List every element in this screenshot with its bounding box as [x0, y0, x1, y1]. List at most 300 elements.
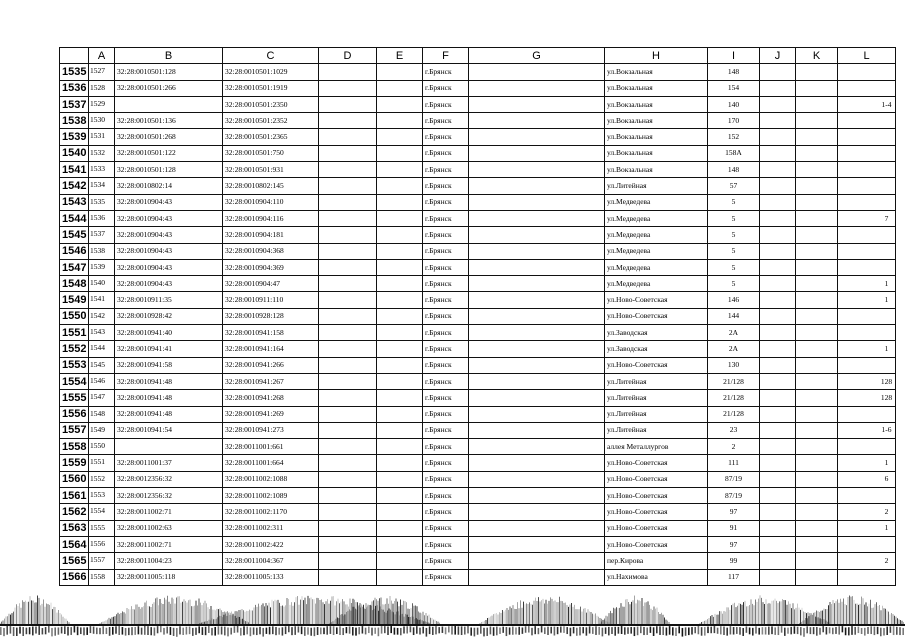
cell-b[interactable]: 32:28:0010904:43 [115, 276, 223, 292]
cell-f[interactable]: г.Брянск [423, 520, 469, 536]
cell-h[interactable]: ул.Заводская [605, 341, 708, 357]
cell-f[interactable]: г.Брянск [423, 488, 469, 504]
cell-g[interactable] [469, 357, 605, 373]
cell-c[interactable]: 32:28:0010501:2350 [223, 96, 319, 112]
cell-g[interactable] [469, 341, 605, 357]
cell-c[interactable]: 32:28:0010904:181 [223, 227, 319, 243]
row-number[interactable]: 1563 [60, 520, 89, 536]
cell-e[interactable] [377, 308, 423, 324]
cell-i[interactable]: 130 [708, 357, 760, 373]
cell-i[interactable]: 111 [708, 455, 760, 471]
cell-j[interactable] [760, 145, 796, 161]
cell-g[interactable] [469, 406, 605, 422]
cell-j[interactable] [760, 357, 796, 373]
cell-f[interactable]: г.Брянск [423, 455, 469, 471]
cell-g[interactable] [469, 325, 605, 341]
row-number[interactable]: 1535 [60, 64, 89, 80]
cell-k[interactable] [796, 64, 838, 80]
cell-a[interactable]: 1550 [89, 439, 115, 455]
cell-b[interactable]: 32:28:0010941:48 [115, 373, 223, 389]
cell-f[interactable]: г.Брянск [423, 536, 469, 552]
column-header-d[interactable]: D [319, 48, 377, 64]
cell-h[interactable]: ул.Литейная [605, 422, 708, 438]
cell-h[interactable]: ул.Литейная [605, 390, 708, 406]
cell-c[interactable]: 32:28:0010904:110 [223, 194, 319, 210]
cell-a[interactable]: 1542 [89, 308, 115, 324]
cell-l[interactable] [838, 308, 896, 324]
cell-a[interactable]: 1541 [89, 292, 115, 308]
cell-c[interactable]: 32:28:0010501:1919 [223, 80, 319, 96]
cell-d[interactable] [319, 276, 377, 292]
cell-h[interactable]: ул.Медведева [605, 243, 708, 259]
cell-b[interactable]: 32:28:0010501:266 [115, 80, 223, 96]
column-header-f[interactable]: F [423, 48, 469, 64]
cell-l[interactable] [838, 357, 896, 373]
cell-k[interactable] [796, 504, 838, 520]
cell-l[interactable] [838, 259, 896, 275]
cell-f[interactable]: г.Брянск [423, 113, 469, 129]
cell-i[interactable]: 2А [708, 325, 760, 341]
cell-g[interactable] [469, 455, 605, 471]
cell-h[interactable]: ул.Вокзальная [605, 80, 708, 96]
cell-i[interactable]: 5 [708, 243, 760, 259]
cell-h[interactable]: ул.Медведева [605, 276, 708, 292]
cell-e[interactable] [377, 113, 423, 129]
cell-c[interactable]: 32:28:0010802:145 [223, 178, 319, 194]
cell-g[interactable] [469, 194, 605, 210]
cell-j[interactable] [760, 325, 796, 341]
cell-j[interactable] [760, 504, 796, 520]
cell-h[interactable]: ул.Ново-Советская [605, 308, 708, 324]
cell-k[interactable] [796, 373, 838, 389]
cell-e[interactable] [377, 129, 423, 145]
cell-k[interactable] [796, 488, 838, 504]
cell-e[interactable] [377, 373, 423, 389]
column-header-c[interactable]: C [223, 48, 319, 64]
cell-f[interactable]: г.Брянск [423, 194, 469, 210]
cell-d[interactable] [319, 80, 377, 96]
cell-i[interactable]: 5 [708, 276, 760, 292]
row-number[interactable]: 1559 [60, 455, 89, 471]
cell-k[interactable] [796, 145, 838, 161]
cell-l[interactable]: 1 [838, 276, 896, 292]
cell-b[interactable]: 32:28:0010904:43 [115, 243, 223, 259]
cell-j[interactable] [760, 227, 796, 243]
cell-b[interactable]: 32:28:0010501:268 [115, 129, 223, 145]
cell-d[interactable] [319, 504, 377, 520]
cell-i[interactable]: 158А [708, 145, 760, 161]
cell-j[interactable] [760, 390, 796, 406]
cell-k[interactable] [796, 243, 838, 259]
cell-b[interactable]: 32:28:0011004:23 [115, 553, 223, 569]
cell-b[interactable]: 32:28:0010904:43 [115, 194, 223, 210]
cell-d[interactable] [319, 488, 377, 504]
cell-a[interactable]: 1540 [89, 276, 115, 292]
cell-c[interactable]: 32:28:0010941:273 [223, 422, 319, 438]
cell-e[interactable] [377, 488, 423, 504]
cell-e[interactable] [377, 390, 423, 406]
cell-e[interactable] [377, 357, 423, 373]
cell-a[interactable]: 1546 [89, 373, 115, 389]
row-number[interactable]: 1551 [60, 325, 89, 341]
cell-h[interactable]: ул.Вокзальная [605, 113, 708, 129]
cell-a[interactable]: 1554 [89, 504, 115, 520]
cell-h[interactable]: ул.Ново-Советская [605, 292, 708, 308]
cell-d[interactable] [319, 439, 377, 455]
row-number[interactable]: 1549 [60, 292, 89, 308]
cell-i[interactable]: 144 [708, 308, 760, 324]
cell-k[interactable] [796, 455, 838, 471]
cell-g[interactable] [469, 80, 605, 96]
cell-d[interactable] [319, 259, 377, 275]
cell-g[interactable] [469, 536, 605, 552]
cell-d[interactable] [319, 520, 377, 536]
cell-k[interactable] [796, 390, 838, 406]
cell-k[interactable] [796, 194, 838, 210]
cell-k[interactable] [796, 178, 838, 194]
cell-i[interactable]: 87/19 [708, 471, 760, 487]
cell-j[interactable] [760, 113, 796, 129]
cell-g[interactable] [469, 488, 605, 504]
cell-l[interactable] [838, 488, 896, 504]
cell-k[interactable] [796, 292, 838, 308]
cell-b[interactable]: 32:28:0010941:48 [115, 390, 223, 406]
cell-l[interactable] [838, 64, 896, 80]
cell-k[interactable] [796, 357, 838, 373]
cell-c[interactable]: 32:28:0011002:1088 [223, 471, 319, 487]
cell-c[interactable]: 32:28:0011002:1089 [223, 488, 319, 504]
cell-a[interactable]: 1543 [89, 325, 115, 341]
cell-l[interactable]: 128 [838, 390, 896, 406]
cell-e[interactable] [377, 259, 423, 275]
row-number[interactable]: 1561 [60, 488, 89, 504]
cell-k[interactable] [796, 422, 838, 438]
cell-f[interactable]: г.Брянск [423, 569, 469, 585]
cell-i[interactable]: 23 [708, 422, 760, 438]
cell-b[interactable]: 32:28:0011002:71 [115, 536, 223, 552]
cell-l[interactable] [838, 113, 896, 129]
cell-c[interactable]: 32:28:0010941:269 [223, 406, 319, 422]
cell-d[interactable] [319, 96, 377, 112]
cell-i[interactable]: 99 [708, 553, 760, 569]
cell-g[interactable] [469, 504, 605, 520]
cell-l[interactable] [838, 325, 896, 341]
cell-j[interactable] [760, 64, 796, 80]
cell-d[interactable] [319, 210, 377, 226]
cell-h[interactable]: ул.Нахимова [605, 569, 708, 585]
cell-h[interactable]: ул.Ново-Советская [605, 504, 708, 520]
cell-e[interactable] [377, 553, 423, 569]
cell-a[interactable]: 1552 [89, 471, 115, 487]
cell-g[interactable] [469, 292, 605, 308]
cell-j[interactable] [760, 406, 796, 422]
cell-j[interactable] [760, 210, 796, 226]
cell-f[interactable]: г.Брянск [423, 80, 469, 96]
cell-k[interactable] [796, 259, 838, 275]
cell-d[interactable] [319, 64, 377, 80]
cell-h[interactable]: ул.Вокзальная [605, 96, 708, 112]
row-number[interactable]: 1546 [60, 243, 89, 259]
cell-d[interactable] [319, 373, 377, 389]
cell-c[interactable]: 32:28:0010904:47 [223, 276, 319, 292]
cell-c[interactable]: 32:28:0010928:128 [223, 308, 319, 324]
cell-h[interactable]: ул.Ново-Советская [605, 471, 708, 487]
cell-e[interactable] [377, 422, 423, 438]
cell-d[interactable] [319, 162, 377, 178]
cell-g[interactable] [469, 422, 605, 438]
cell-g[interactable] [469, 471, 605, 487]
cell-l[interactable]: 1-4 [838, 96, 896, 112]
cell-e[interactable] [377, 227, 423, 243]
cell-l[interactable]: 1 [838, 520, 896, 536]
cell-c[interactable]: 32:28:0010941:266 [223, 357, 319, 373]
row-number[interactable]: 1562 [60, 504, 89, 520]
row-number[interactable]: 1537 [60, 96, 89, 112]
row-number[interactable]: 1550 [60, 308, 89, 324]
cell-b[interactable]: 32:28:0010941:58 [115, 357, 223, 373]
cell-l[interactable] [838, 227, 896, 243]
cell-k[interactable] [796, 96, 838, 112]
cell-h[interactable]: ул.Ново-Советская [605, 357, 708, 373]
cell-i[interactable]: 140 [708, 96, 760, 112]
cell-a[interactable]: 1548 [89, 406, 115, 422]
cell-j[interactable] [760, 194, 796, 210]
cell-a[interactable]: 1538 [89, 243, 115, 259]
row-number[interactable]: 1540 [60, 145, 89, 161]
cell-k[interactable] [796, 341, 838, 357]
cell-e[interactable] [377, 455, 423, 471]
row-number[interactable]: 1565 [60, 553, 89, 569]
cell-l[interactable]: 7 [838, 210, 896, 226]
cell-l[interactable]: 6 [838, 471, 896, 487]
cell-e[interactable] [377, 64, 423, 80]
row-number[interactable]: 1564 [60, 536, 89, 552]
cell-l[interactable] [838, 145, 896, 161]
cell-a[interactable]: 1539 [89, 259, 115, 275]
cell-e[interactable] [377, 536, 423, 552]
cell-j[interactable] [760, 373, 796, 389]
cell-g[interactable] [469, 373, 605, 389]
cell-e[interactable] [377, 162, 423, 178]
cell-a[interactable]: 1557 [89, 553, 115, 569]
cell-g[interactable] [469, 308, 605, 324]
cell-e[interactable] [377, 178, 423, 194]
cell-j[interactable] [760, 471, 796, 487]
cell-c[interactable]: 32:28:0010904:368 [223, 243, 319, 259]
cell-j[interactable] [760, 292, 796, 308]
row-number[interactable]: 1545 [60, 227, 89, 243]
cell-i[interactable]: 21/128 [708, 406, 760, 422]
cell-e[interactable] [377, 292, 423, 308]
cell-e[interactable] [377, 406, 423, 422]
cell-d[interactable] [319, 113, 377, 129]
cell-h[interactable]: ул.Вокзальная [605, 145, 708, 161]
cell-i[interactable]: 170 [708, 113, 760, 129]
cell-e[interactable] [377, 439, 423, 455]
cell-c[interactable]: 32:28:0010501:750 [223, 145, 319, 161]
cell-c[interactable]: 32:28:0010911:110 [223, 292, 319, 308]
cell-a[interactable]: 1531 [89, 129, 115, 145]
cell-i[interactable]: 91 [708, 520, 760, 536]
cell-e[interactable] [377, 194, 423, 210]
cell-f[interactable]: г.Брянск [423, 357, 469, 373]
cell-a[interactable]: 1549 [89, 422, 115, 438]
cell-k[interactable] [796, 308, 838, 324]
cell-f[interactable]: г.Брянск [423, 227, 469, 243]
cell-a[interactable]: 1558 [89, 569, 115, 585]
cell-h[interactable]: аллея Металлургов [605, 439, 708, 455]
cell-l[interactable]: 1 [838, 341, 896, 357]
cell-b[interactable]: 32:28:0010802:14 [115, 178, 223, 194]
column-header-g[interactable]: G [469, 48, 605, 64]
cell-a[interactable]: 1547 [89, 390, 115, 406]
cell-a[interactable]: 1556 [89, 536, 115, 552]
cell-d[interactable] [319, 145, 377, 161]
row-number[interactable]: 1542 [60, 178, 89, 194]
cell-b[interactable]: 32:28:0010501:128 [115, 162, 223, 178]
cell-d[interactable] [319, 243, 377, 259]
cell-a[interactable]: 1555 [89, 520, 115, 536]
cell-c[interactable]: 32:28:0010501:1029 [223, 64, 319, 80]
cell-c[interactable]: 32:28:0011001:661 [223, 439, 319, 455]
cell-l[interactable]: 1 [838, 292, 896, 308]
cell-a[interactable]: 1529 [89, 96, 115, 112]
cell-e[interactable] [377, 276, 423, 292]
cell-b[interactable]: 32:28:0012356:32 [115, 471, 223, 487]
cell-c[interactable]: 32:28:0010501:931 [223, 162, 319, 178]
cell-c[interactable]: 32:28:0010904:116 [223, 210, 319, 226]
cell-i[interactable]: 2 [708, 439, 760, 455]
cell-l[interactable]: 2 [838, 504, 896, 520]
cell-e[interactable] [377, 145, 423, 161]
cell-b[interactable]: 32:28:0010501:136 [115, 113, 223, 129]
row-number[interactable]: 1544 [60, 210, 89, 226]
cell-j[interactable] [760, 80, 796, 96]
cell-i[interactable]: 97 [708, 504, 760, 520]
cell-i[interactable]: 5 [708, 227, 760, 243]
cell-b[interactable]: 32:28:0012356:32 [115, 488, 223, 504]
cell-j[interactable] [760, 96, 796, 112]
row-number[interactable]: 1558 [60, 439, 89, 455]
cell-j[interactable] [760, 243, 796, 259]
cell-k[interactable] [796, 113, 838, 129]
cell-d[interactable] [319, 471, 377, 487]
column-header-e[interactable]: E [377, 48, 423, 64]
cell-f[interactable]: г.Брянск [423, 504, 469, 520]
cell-d[interactable] [319, 406, 377, 422]
cell-d[interactable] [319, 129, 377, 145]
cell-g[interactable] [469, 553, 605, 569]
cell-f[interactable]: г.Брянск [423, 145, 469, 161]
cell-i[interactable]: 152 [708, 129, 760, 145]
cell-l[interactable]: 1-6 [838, 422, 896, 438]
cell-g[interactable] [469, 129, 605, 145]
cell-e[interactable] [377, 520, 423, 536]
column-header-a[interactable]: A [89, 48, 115, 64]
cell-c[interactable]: 32:28:0011004:367 [223, 553, 319, 569]
row-number[interactable]: 1557 [60, 422, 89, 438]
cell-h[interactable]: пер.Кирова [605, 553, 708, 569]
cell-i[interactable]: 148 [708, 162, 760, 178]
cell-f[interactable]: г.Брянск [423, 210, 469, 226]
cell-k[interactable] [796, 227, 838, 243]
cell-g[interactable] [469, 520, 605, 536]
cell-h[interactable]: ул.Медведева [605, 194, 708, 210]
cell-k[interactable] [796, 553, 838, 569]
cell-g[interactable] [469, 113, 605, 129]
cell-j[interactable] [760, 422, 796, 438]
cell-f[interactable]: г.Брянск [423, 276, 469, 292]
cell-j[interactable] [760, 553, 796, 569]
cell-a[interactable]: 1551 [89, 455, 115, 471]
cell-a[interactable]: 1536 [89, 210, 115, 226]
cell-f[interactable]: г.Брянск [423, 325, 469, 341]
row-number[interactable]: 1552 [60, 341, 89, 357]
row-number[interactable]: 1560 [60, 471, 89, 487]
cell-j[interactable] [760, 341, 796, 357]
cell-i[interactable]: 154 [708, 80, 760, 96]
cell-g[interactable] [469, 259, 605, 275]
cell-i[interactable]: 117 [708, 569, 760, 585]
cell-f[interactable]: г.Брянск [423, 129, 469, 145]
cell-d[interactable] [319, 325, 377, 341]
cell-g[interactable] [469, 243, 605, 259]
cell-a[interactable]: 1544 [89, 341, 115, 357]
cell-h[interactable]: ул.Медведева [605, 227, 708, 243]
cell-j[interactable] [760, 488, 796, 504]
row-number[interactable]: 1547 [60, 259, 89, 275]
cell-f[interactable]: г.Брянск [423, 341, 469, 357]
cell-l[interactable] [838, 162, 896, 178]
row-number[interactable]: 1555 [60, 390, 89, 406]
cell-f[interactable]: г.Брянск [423, 471, 469, 487]
row-number[interactable]: 1543 [60, 194, 89, 210]
cell-i[interactable]: 21/128 [708, 373, 760, 389]
cell-c[interactable]: 32:28:0010941:164 [223, 341, 319, 357]
cell-f[interactable]: г.Брянск [423, 308, 469, 324]
column-header-i[interactable]: I [708, 48, 760, 64]
row-number[interactable]: 1536 [60, 80, 89, 96]
cell-b[interactable] [115, 439, 223, 455]
row-number[interactable]: 1553 [60, 357, 89, 373]
cell-l[interactable] [838, 178, 896, 194]
row-number[interactable]: 1539 [60, 129, 89, 145]
cell-f[interactable]: г.Брянск [423, 162, 469, 178]
cell-b[interactable]: 32:28:0010501:122 [115, 145, 223, 161]
row-number[interactable]: 1566 [60, 569, 89, 585]
cell-h[interactable]: ул.Литейная [605, 178, 708, 194]
cell-f[interactable]: г.Брянск [423, 178, 469, 194]
cell-f[interactable]: г.Брянск [423, 292, 469, 308]
cell-j[interactable] [760, 520, 796, 536]
cell-c[interactable]: 32:28:0011005:133 [223, 569, 319, 585]
cell-a[interactable]: 1528 [89, 80, 115, 96]
cell-l[interactable] [838, 406, 896, 422]
cell-l[interactable] [838, 439, 896, 455]
column-header-h[interactable]: H [605, 48, 708, 64]
cell-a[interactable]: 1527 [89, 64, 115, 80]
cell-d[interactable] [319, 422, 377, 438]
cell-c[interactable]: 32:28:0011001:664 [223, 455, 319, 471]
cell-a[interactable]: 1530 [89, 113, 115, 129]
cell-j[interactable] [760, 308, 796, 324]
cell-b[interactable]: 32:28:0010941:54 [115, 422, 223, 438]
cell-a[interactable]: 1545 [89, 357, 115, 373]
cell-f[interactable]: г.Брянск [423, 390, 469, 406]
cell-c[interactable]: 32:28:0010941:158 [223, 325, 319, 341]
cell-k[interactable] [796, 536, 838, 552]
cell-i[interactable]: 146 [708, 292, 760, 308]
